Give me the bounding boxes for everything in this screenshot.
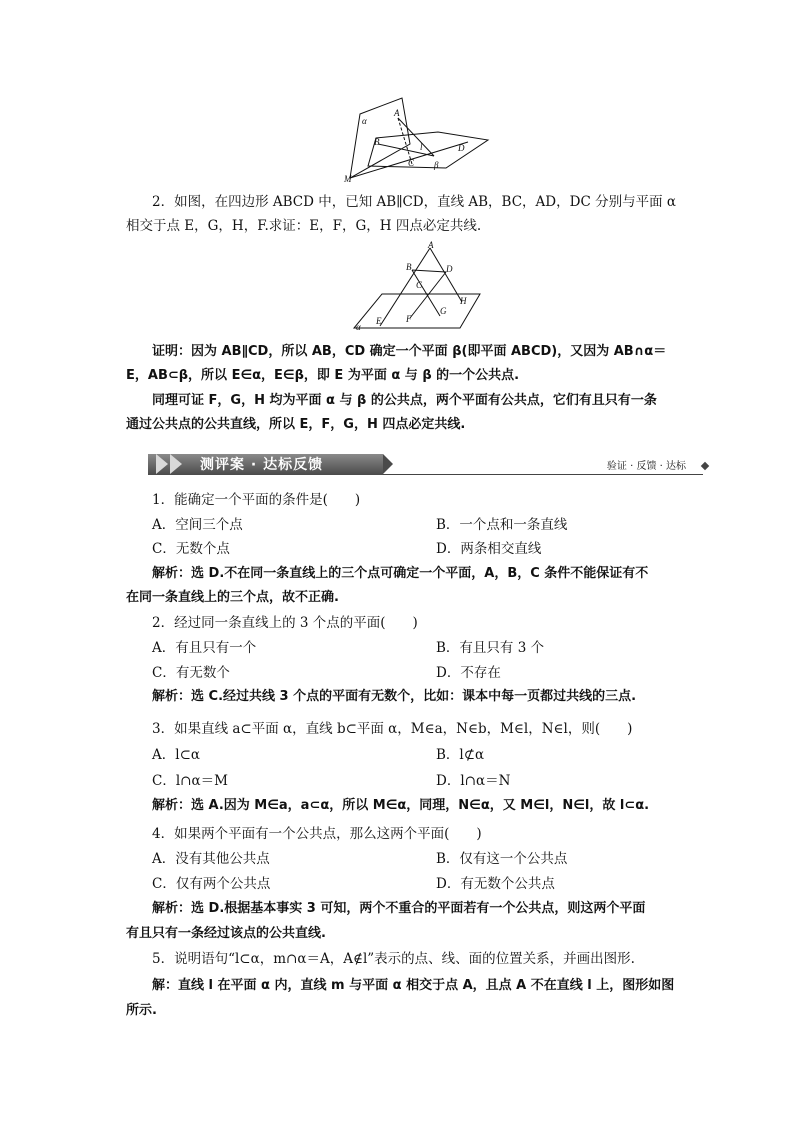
fig1-label-D: D <box>458 143 465 153</box>
q3-option-a: A．l⊂α <box>152 747 200 763</box>
q3-option-c: C．l∩α＝M <box>152 773 228 789</box>
q2-option-d: D．不存在 <box>436 665 501 681</box>
banner-title: 测评案 · 达标反馈 <box>200 457 324 473</box>
fig1-label-l: l <box>420 142 423 152</box>
q2-stem: 2．经过同一条直线上的 3 个点的平面( ) <box>152 615 418 631</box>
q1-analysis-line1: 解析：选 D.不在同一条直线上的三个点可确定一个平面，A，B，C 条件不能保证有不 <box>152 566 649 581</box>
banner-arrow-icon <box>383 454 393 474</box>
q1-option-c: C．无数个点 <box>152 541 230 557</box>
q4-option-d: D．有无数个公共点 <box>436 876 555 892</box>
fig2-label-A: A <box>428 240 434 250</box>
fig1-label-M: M <box>344 174 352 184</box>
fig2-label-C: C <box>416 280 423 290</box>
q3-option-d: D．l∩α＝N <box>436 773 511 789</box>
fig2-label-alpha: α <box>356 322 361 332</box>
q4-option-c: C．仅有两个公共点 <box>152 876 271 892</box>
q3-option-b: B．l⊄α <box>436 747 485 763</box>
banner-divider <box>383 474 703 475</box>
banner-subtitle: 验证 · 反馈 · 达标 <box>606 461 686 472</box>
q2-option-b: B．有且只有 3 个 <box>436 640 545 656</box>
q1-option-d: D．两条相交直线 <box>436 541 542 557</box>
figure-intersecting-planes <box>338 96 498 188</box>
fig1-label-alpha: α <box>362 116 367 126</box>
proof-line2: E，AB⊂β，所以 E∈α，E∈β，即 E 为平面 α 与 β 的一个公共点. <box>126 368 520 383</box>
q2-option-a: A．有且只有一个 <box>152 640 257 656</box>
q3-stem: 3．如果直线 a⊂平面 α，直线 b⊂平面 α，M∈a，N∈b，M∈l，N∈l，则( ) <box>152 721 633 737</box>
fig1-label-beta: β <box>434 160 439 170</box>
q1-option-a: A．空间三个点 <box>152 517 243 533</box>
q4-option-b: B．仅有这一个公共点 <box>436 851 568 867</box>
q5-answer-line2: 所示. <box>126 1003 157 1018</box>
q4-option-a: A．没有其他公共点 <box>152 851 270 867</box>
q1-analysis-line2: 在同一条直线上的三个点，故不正确. <box>126 590 339 605</box>
figure-quadrilateral-plane <box>350 240 486 334</box>
proof-line1: 证明：因为 AB∥CD，所以 AB，CD 确定一个平面 β(即平面 ABCD)，又因为 AB∩α＝ <box>152 344 667 359</box>
q2-analysis-line1: 解析：选 C.经过共线 3 个点的平面有无数个，比如：课本中每一页都过共线的三点. <box>152 689 637 704</box>
q1-option-b: B．一个点和一条直线 <box>436 517 568 533</box>
fig2-label-H: H <box>460 296 467 306</box>
chevron-icon <box>170 454 182 474</box>
q4-stem: 4．如果两个平面有一个公共点，那么这两个平面( ) <box>152 826 482 842</box>
problem2-line1: 2．如图，在四边形 ABCD 中，已知 AB∥CD，直线 AB，BC，AD，DC 分别与平面 α <box>152 194 676 210</box>
q2-option-c: C．有无数个 <box>152 665 230 681</box>
fig2-label-D: D <box>446 264 453 274</box>
proof-line3: 同理可证 F，G，H 均为平面 α 与 β 的公共点，两个平面有公共点，它们有且只有一条 <box>152 393 657 408</box>
q4-analysis-line1: 解析：选 D.根据基本事实 3 可知，两个不重合的平面若有一个公共点，则这两个平面 <box>152 901 646 916</box>
fig1-label-B: B <box>374 137 380 147</box>
fig1-label-C: C <box>408 158 415 168</box>
fig2-label-F: F <box>406 314 412 324</box>
fig1-label-A: A <box>394 108 400 118</box>
section-banner <box>148 450 710 476</box>
q5-stem: 5．说明语句“l⊂α，m∩α＝A，A∉l”表示的点、线、面的位置关系，并画出图形. <box>152 951 635 967</box>
proof-line4: 通过公共点的公共直线，所以 E，F，G，H 四点必定共线. <box>126 417 466 432</box>
q5-answer-line1: 解：直线 l 在平面 α 内，直线 m 与平面 α 相交于点 A，且点 A 不在直线 l 上，图形如图 <box>152 978 675 993</box>
diamond-icon <box>701 462 709 470</box>
fig2-label-B: B <box>406 262 412 272</box>
chevron-icon <box>156 454 168 474</box>
q4-analysis-line2: 有且只有一条经过该点的公共直线. <box>126 926 326 941</box>
q3-analysis-line1: 解析：选 A.因为 M∈a，a⊂α，所以 M∈α，同理，N∈α，又 M∈l，N∈l，故 l⊂α. <box>152 798 650 813</box>
problem2-line2: 相交于点 E，G，H，F.求证：E，F，G，H 四点必定共线. <box>126 218 482 234</box>
fig2-label-E: E <box>376 316 382 326</box>
q1-stem: 1．能确定一个平面的条件是( ) <box>152 492 361 508</box>
fig2-label-G: G <box>440 306 447 316</box>
